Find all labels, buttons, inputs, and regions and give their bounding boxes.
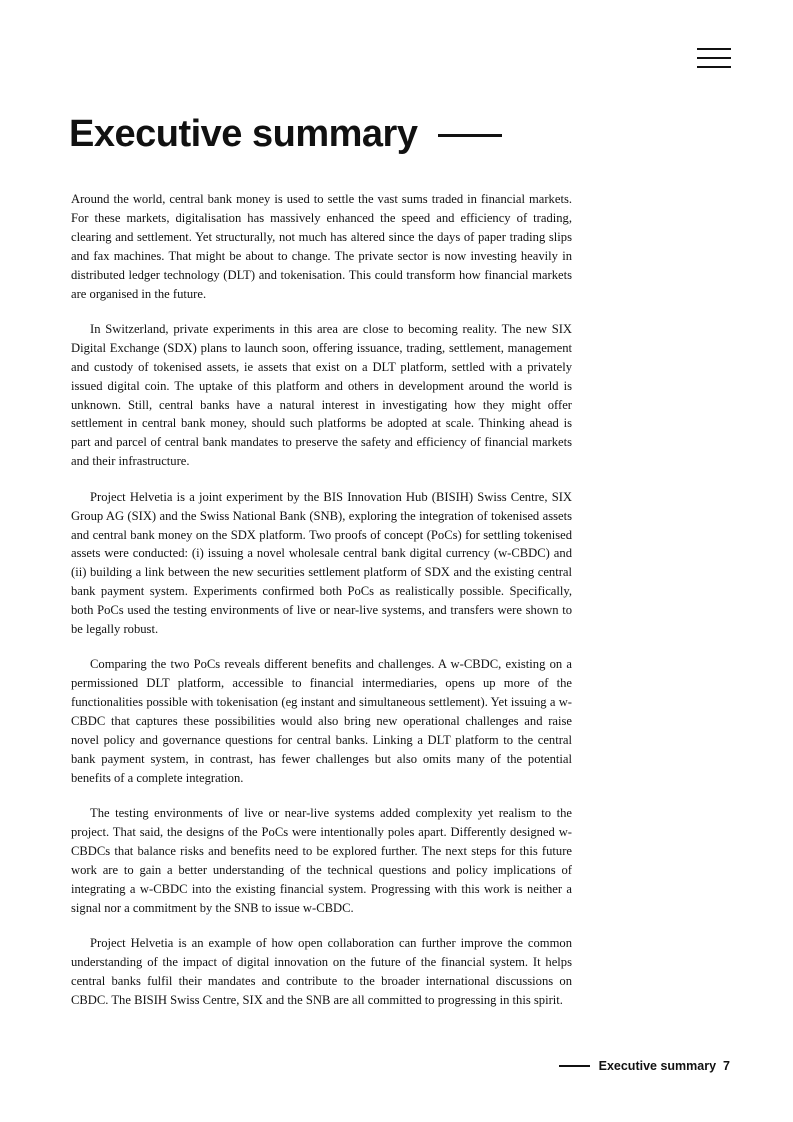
page-footer bbox=[559, 1059, 730, 1073]
menu-bar bbox=[697, 57, 731, 59]
footer-rule bbox=[559, 1065, 590, 1067]
hamburger-menu-icon[interactable] bbox=[697, 48, 731, 68]
body-text bbox=[71, 190, 572, 1026]
menu-bar bbox=[697, 48, 731, 50]
paragraph: Project Helvetia is a joint experiment by the BIS Innovation Hub (BISIH) Swiss Centre, SIX Group AG (SIX) and the Swiss National Bank (SNB), exploring the integration of tokenised assets and central bank money on the SDX platform. Two proofs of concept (PoCs) for settling tokenised assets were conducted: (i) issuing a novel wholesale central bank digital currency (w-CBDC) and (ii) building a link between the new securities settlement platform of SDX and the existing central bank payment system. Experiments confirmed both PoCs as realistically possible. Specifically, both PoCs used the testing environments of live or near-live systems, and transfers were shown to be legally robust. bbox=[71, 489, 572, 637]
paragraph: Comparing the two PoCs reveals different benefits and challenges. A w-CBDC, existing on a permissioned DLT platform, accessible to financial intermediaries, opens up more of the functionalities possible with tokenisation (eg instant and simultaneous settlement). Yet issuing a w-CBDC that captures these possibilities would also bring new operational challenges and raise novel policy and governance questions for central banks. Linking a DLT platform to the central bank payment system, in contrast, has fewer challenges but also omits many of the potential benefits of a complete integration. bbox=[71, 657, 572, 785]
page-number: 7 bbox=[723, 1059, 730, 1073]
footer-section-title: Executive summary bbox=[598, 1059, 717, 1073]
paragraph: The testing environments of live or near-live systems added complexity yet realism to the project. That said, the designs of the PoCs were intentionally poles apart. Differently designed w-CBDCs that balance risks and benefits need to be explored further. The next steps for this future work are to gain a better understanding of the technical questions and policy implications of integrating a w-CBDC into the existing financial system. Progressing with this work is neither a signal nor a commitment by the SNB to issue w-CBDC. bbox=[71, 806, 572, 915]
page-title: Executive summary bbox=[69, 113, 418, 155]
paragraph: In Switzerland, private experiments in this area are close to becoming reality. The new SIX Digital Exchange (SDX) plans to launch soon, offering issuance, trading, settlement, management and custody of tokenised assets, ie assets that exist on a DLT platform, settled with a privately issued digital coin. The uptake of this platform and others in development around the world is unknown. Still, central banks have a natural interest in investigating how they might offer settlement in central bank money, should such platforms be adopted at scale. Thinking ahead is part and parcel of central bank mandates to preserve the safety and efficiency of financial markets and their infrastructure. bbox=[71, 321, 572, 469]
menu-bar bbox=[697, 66, 731, 68]
title-rule bbox=[438, 134, 502, 137]
paragraph: Project Helvetia is an example of how open collaboration can further improve the common understanding of the impact of digital innovation on the future of the financial system. It helps central banks fulfil their mandates and contribute to the broader international discussions on CBDC. The BISIH Swiss Centre, SIX and the SNB are all committed to progressing in this spirit. bbox=[71, 936, 572, 1007]
paragraph: Around the world, central bank money is used to settle the vast sums traded in financial markets. For these markets, digitalisation has massively enhanced the speed and efficiency of trading, clearing and settlement. Yet structurally, not much has altered since the days of paper trading slips and fax machines. That might be about to change. The private sector is now investing heavily in distributed ledger technology (DLT) and tokenisation. This could transform how financial markets are organised in the future. bbox=[71, 192, 572, 301]
